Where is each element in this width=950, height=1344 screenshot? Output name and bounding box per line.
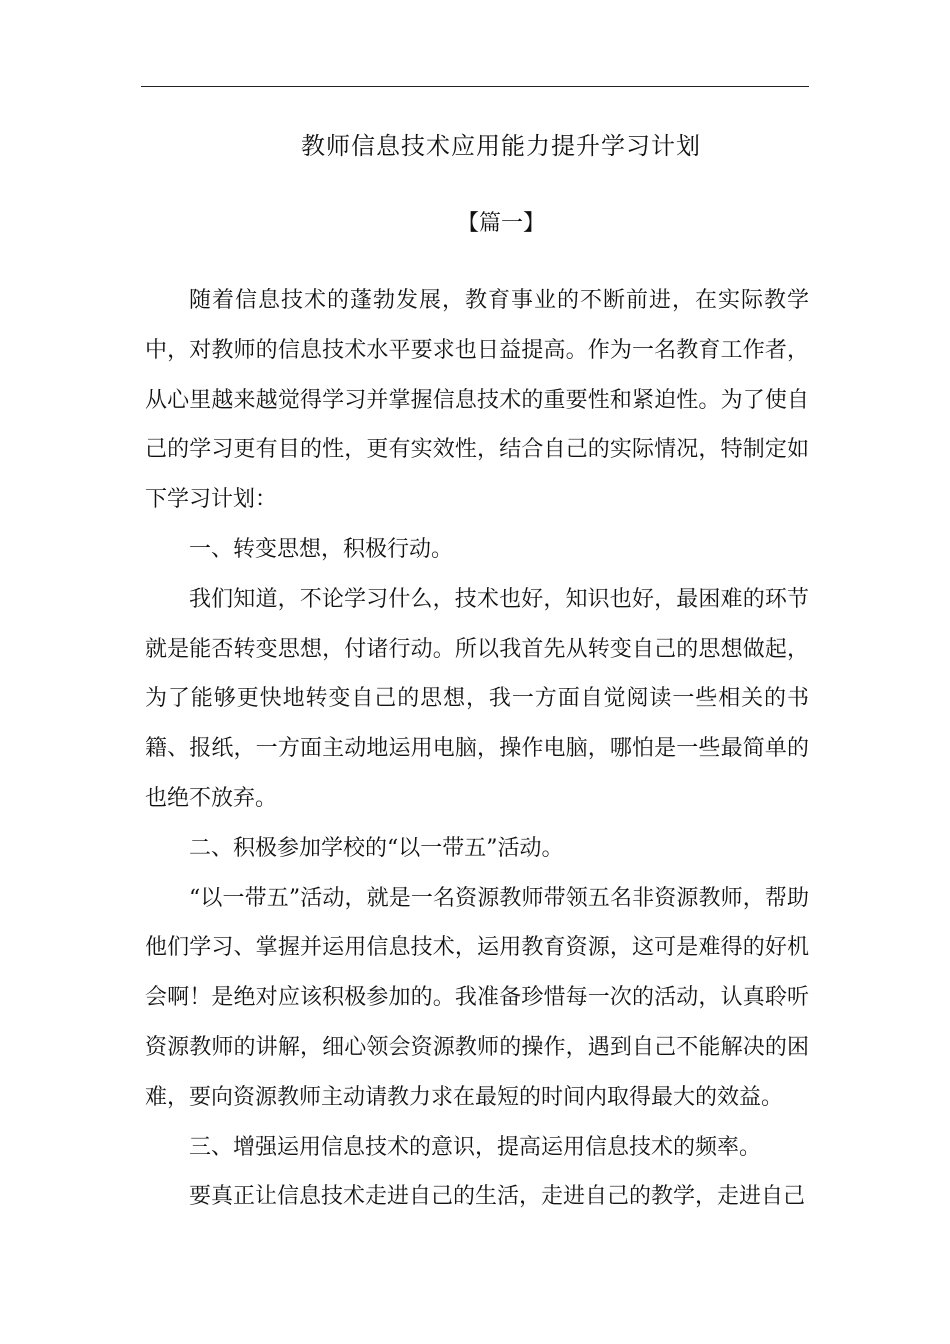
subheading: 二、积极参加学校的“以一带五”活动。 [189, 835, 564, 861]
header-rule [141, 86, 809, 87]
body-paragraph: “以一带五”活动，就是一名资源教师带领五名非资源教师，帮助他们学习、掌握并运用信息技术，运用教育资源，这可是难得的好机会啊！是绝对应该积极参加的。我准备珍惜每一次的活动，认真聆听资源教师的讲解，细心领会资源教师的操作，遇到自己不能解决的困难，要向资源教师主动请教力求在最短的时间内取得最大的效益。 [145, 885, 809, 1110]
document-title: 教师信息技术应用能力提升学习计划 [301, 132, 701, 160]
body-paragraph: 我们知道，不论学习什么，技术也好，知识也好，最困难的环节就是能否转变思想，付诸行动。所以我首先从转变自己的思想做起，为了能够更快地转变自己的思想，我一方面自觉阅读一些相关的书籍、报纸，一方面主动地运用电脑，操作电脑，哪怕是一些最简单的也绝不放弃。 [145, 586, 809, 811]
body-paragraph: 要真正让信息技术走进自己的生活，走进自己的教学，走进自己 [189, 1184, 806, 1210]
subheading: 一、转变思想，积极行动。 [189, 536, 454, 562]
body-paragraph: 随着信息技术的蓬勃发展，教育事业的不断前进，在实际教学中，对教师的信息技术水平要求也日益提高。作为一名教育工作者，从心里越来越觉得学习并掌握信息技术的重要性和紧迫性。为了使自己的学习更有目的性，更有实效性，结合自己的实际情况，特制定如下学习计划： [145, 288, 809, 513]
subheading: 三、增强运用信息技术的意识，提高运用信息技术的频率。 [189, 1134, 762, 1160]
document-body [145, 276, 809, 1222]
section-heading: 【篇一】 [456, 211, 545, 236]
